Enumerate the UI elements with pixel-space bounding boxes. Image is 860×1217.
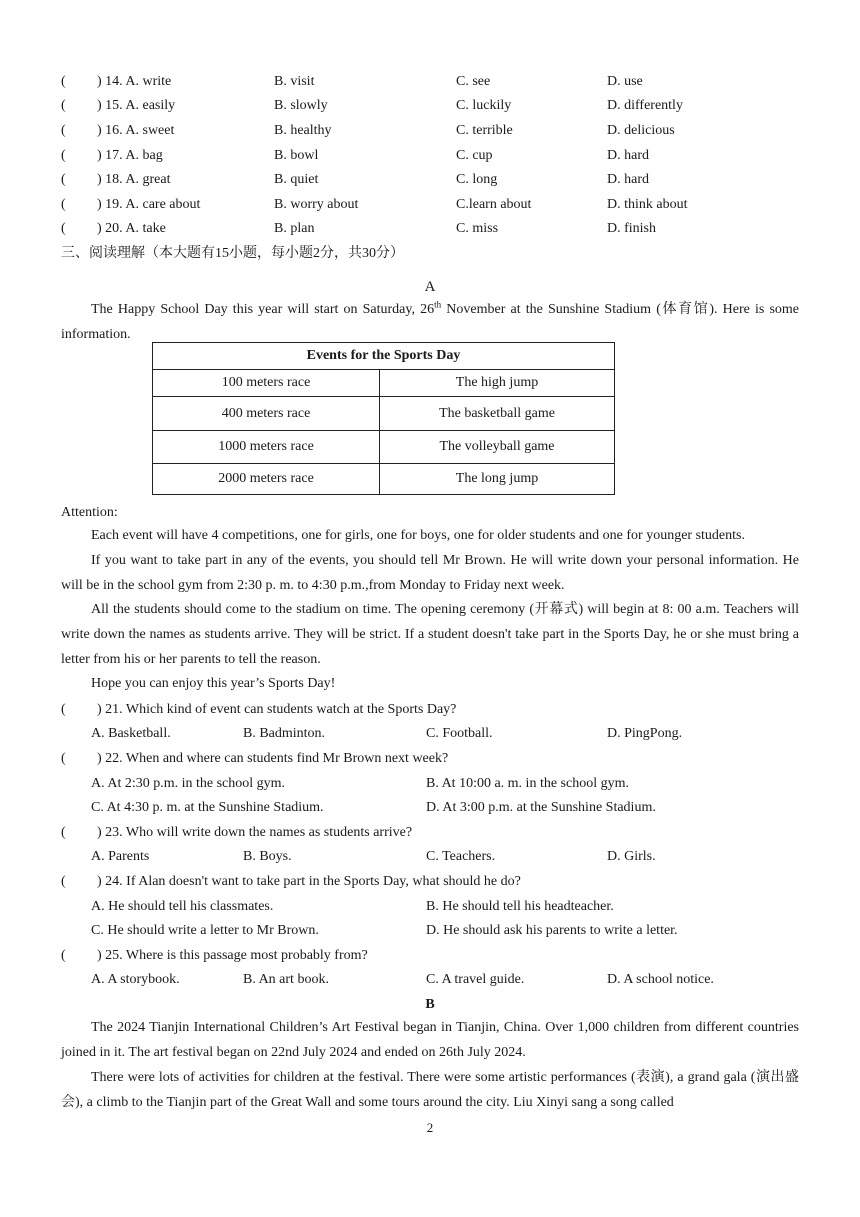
question-number-19: ) 19. A. care about — [97, 197, 201, 212]
passage-a-paragraph — [61, 524, 799, 549]
table-cell: 2000 meters race — [153, 464, 380, 495]
intro-superscript: th — [434, 299, 442, 310]
answer-paren: ( — [61, 74, 66, 89]
option-a: A. A storybook. — [91, 972, 180, 987]
option-a: A. At 2:30 p.m. in the school gym. — [91, 776, 286, 791]
option-a: A. He should tell his classmates. — [91, 899, 274, 914]
question-21-stem: ) 21. Which kind of event can students watch at the Sports Day? — [97, 702, 457, 717]
option-d: D. A school notice. — [607, 972, 714, 987]
option-c: C. long — [456, 172, 498, 187]
table-cell: The basketball game — [380, 397, 615, 431]
events-table — [152, 342, 615, 495]
section-title: 三、阅读理解（本大题有15小题，每小题2分，共30分） — [61, 246, 404, 261]
option-b: B. slowly — [274, 98, 328, 113]
option-b: B. Boys. — [243, 849, 292, 864]
option-d: D. use — [607, 74, 643, 89]
table-row — [153, 431, 615, 464]
passage-a-heading: A — [424, 279, 436, 295]
answer-paren: ( — [61, 825, 66, 840]
option-d: D. delicious — [607, 123, 675, 138]
option-d: D. think about — [607, 197, 688, 212]
question-24-stem: ) 24. If Alan doesn't want to take part in the Sports Day, what should he do? — [97, 874, 521, 889]
attention-label: Attention: — [61, 505, 118, 520]
option-d: D. finish — [607, 221, 656, 236]
option-d: D. differently — [607, 98, 683, 113]
paragraph-text: There were lots of activities for children at the festival. There were some artistic performances (表演), a grand gala (演出盛会), a climb to the Tianjin part of the Great Wall and some tours around the city. Liu Xinyi sang a song called — [61, 1070, 799, 1110]
table-cell: 100 meters race — [153, 370, 380, 397]
option-d: D. PingPong. — [607, 726, 683, 741]
table-cell: The volleyball game — [380, 431, 615, 464]
table-row — [153, 370, 615, 397]
answer-paren: ( — [61, 221, 66, 236]
option-d: D. At 3:00 p.m. at the Sunshine Stadium. — [426, 800, 656, 815]
answer-paren: ( — [61, 751, 66, 766]
option-b: B. An art book. — [243, 972, 329, 987]
table-title: Events for the Sports Day — [153, 343, 615, 370]
question-22-stem: ) 22. When and where can students find Mr Brown next week? — [97, 751, 449, 766]
option-a: A. Parents — [91, 849, 150, 864]
option-b: B. He should tell his headteacher. — [426, 899, 614, 914]
option-c: C. see — [456, 74, 491, 89]
answer-paren: ( — [61, 874, 66, 889]
table-cell: The high jump — [380, 370, 615, 397]
passage-a-paragraph — [61, 598, 799, 672]
option-c: C. Teachers. — [426, 849, 496, 864]
option-b: B. bowl — [274, 148, 319, 163]
passage-a-intro — [61, 298, 799, 348]
intro-text-2: November at the Sunshine Stadium (体育馆). Here is some information. — [61, 302, 799, 342]
passage-b-paragraph — [61, 1066, 799, 1116]
option-d: D. hard — [607, 172, 649, 187]
question-25-stem: ) 25. Where is this passage most probably from? — [97, 948, 368, 963]
option-c: C. luckily — [456, 98, 512, 113]
intro-text-1: The Happy School Day this year will start on Saturday, 26 — [91, 302, 435, 317]
passage-b-heading: B — [425, 997, 435, 1012]
question-number-15: ) 15. A. easily — [97, 98, 176, 113]
option-c: C. He should write a letter to Mr Brown. — [91, 923, 319, 938]
table-cell: The long jump — [380, 464, 615, 495]
option-b: B. worry about — [274, 197, 359, 212]
table-cell: 400 meters race — [153, 397, 380, 431]
question-number-16: ) 16. A. sweet — [97, 123, 175, 138]
table-row — [153, 397, 615, 431]
option-c: C.learn about — [456, 197, 532, 212]
option-c: C. cup — [456, 148, 493, 163]
answer-paren: ( — [61, 148, 66, 163]
option-b: B. Badminton. — [243, 726, 326, 741]
option-d: D. hard — [607, 148, 649, 163]
option-b: B. quiet — [274, 172, 319, 187]
passage-a-paragraph — [61, 672, 799, 697]
paragraph-text: Hope you can enjoy this year’s Sports Day! — [91, 676, 336, 691]
option-d: D. He should ask his parents to write a letter. — [426, 923, 678, 938]
option-a: A. Basketball. — [91, 726, 171, 741]
question-number-18: ) 18. A. great — [97, 172, 171, 187]
answer-paren: ( — [61, 702, 66, 717]
answer-paren: ( — [61, 948, 66, 963]
option-d: D. Girls. — [607, 849, 656, 864]
answer-paren: ( — [61, 123, 66, 138]
question-number-20: ) 20. A. take — [97, 221, 166, 236]
option-b: B. healthy — [274, 123, 332, 138]
paragraph-text: Each event will have 4 competitions, one for girls, one for boys, one for older students and one for younger students. — [91, 528, 745, 543]
option-b: B. visit — [274, 74, 315, 89]
question-number-17: ) 17. A. bag — [97, 148, 163, 163]
option-c: C. miss — [456, 221, 499, 236]
option-b: B. At 10:00 a. m. in the school gym. — [426, 776, 629, 791]
passage-a-paragraph — [61, 549, 799, 599]
question-number-14: ) 14. A. write — [97, 74, 172, 89]
option-b: B. plan — [274, 221, 315, 236]
option-c: C. terrible — [456, 123, 513, 138]
passage-b-paragraph — [61, 1016, 799, 1066]
answer-paren: ( — [61, 172, 66, 187]
paragraph-text: If you want to take part in any of the events, you should tell Mr Brown. He will write down your personal information. He will be in the school gym from 2:30 p. m. to 4:30 p.m.,from Monday to Friday next week. — [61, 553, 799, 593]
option-c: C. Football. — [426, 726, 493, 741]
page-number: 2 — [426, 1120, 434, 1135]
option-c: C. At 4:30 p. m. at the Sunshine Stadium. — [91, 800, 324, 815]
table-cell: 1000 meters race — [153, 431, 380, 464]
answer-paren: ( — [61, 197, 66, 212]
paragraph-text: The 2024 Tianjin International Children’s Art Festival began in Tianjin, China. Over 1,000 children from different countries joined in it. The art festival began on 22nd July 2024 and ended on 26th July 2024. — [61, 1020, 799, 1060]
option-c: C. A travel guide. — [426, 972, 525, 987]
question-23-stem: ) 23. Who will write down the names as students arrive? — [97, 825, 413, 840]
answer-paren: ( — [61, 98, 66, 113]
table-row — [153, 464, 615, 495]
paragraph-text: All the students should come to the stadium on time. The opening ceremony (开幕式) will begin at 8: 00 a.m. Teachers will write down the names as students arrive. They will be strict. If a student doesn't take part in the Sports Day, he or she must bring a letter from his or her parents to tell the reason. — [61, 602, 799, 667]
